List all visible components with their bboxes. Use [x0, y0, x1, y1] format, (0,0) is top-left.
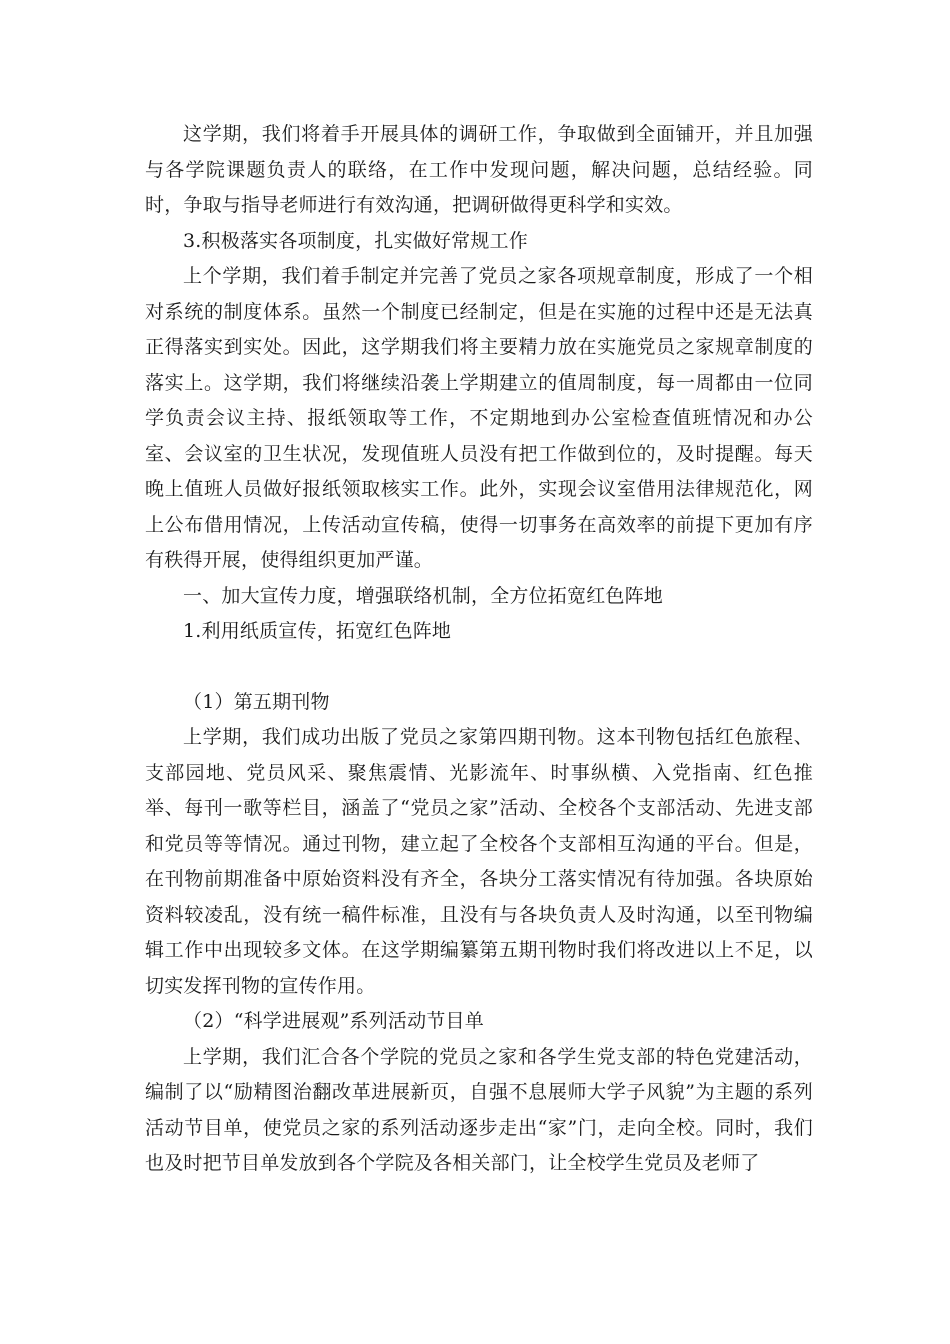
section-heading-1: 1.利用纸质宣传，拓宽红色阵地	[183, 620, 452, 642]
paragraph-program-list: 上学期，我们汇合各个学院的党员之家和各学生党支部的特色党建活动，编制了以“励精图治翻改革进展新页，自强不息展师大学子风貌”为主题的系列活动节目单，使党员之家的系列活动逐步走出“家”门，走向全校。同时，我们也及时把节目单发放到各个学院及各相关部门，让全校学生党员及老师了	[145, 1045, 813, 1174]
paragraph-journal: 上学期，我们成功出版了党员之家第四期刊物。这本刊物包括红色旅程、支部园地、党员风采、聚焦震情、光影流年、时事纵横、入党指南、红色推举、每刊一歌等栏目，涵盖了“党员之家”活动、全校各个支部活动、先进支部和党员等等情况。通过刊物，建立起了全校各个支部相互沟通的平台。但是，在刊物前期准备中原始资料没有齐全，各块分工落实情况有待加强。各块原始资料较凌乱，没有统一稿件标准，且没有与各块负责人及时沟通，以至刊物编辑工作中出现较多文体。在这学期编纂第五期刊物时我们将改进以上不足，以切实发挥刊物的宣传作用。	[145, 726, 813, 997]
subheading-fifth-issue: （1）第五期刊物	[183, 690, 330, 713]
document-body	[145, 117, 813, 1182]
paragraph-rules-system: 上个学期，我们着手制定并完善了党员之家各项规章制度，形成了一个相对系统的制度体系。虽然一个制度已经制定，但是在实施的过程中还是无法真正得落实到实处。因此，这学期我们将主要精力放在实施党员之家规章制度的落实上。这学期，我们将继续沿袭上学期建立的值周制度，每一周都由一位同学负责会议主持、报纸领取等工作，不定期地到办公室检查值班情况和办公室、会议室的卫生状况，发现值班人员没有把工作做到位的，及时提醒。每天晚上值班人员做好报纸领取核实工作。此外，实现会议室借用法律规范化，网上公布借用情况，上传活动宣传稿，使得一切事务在高效率的前提下更加有序有秩得开展，使得组织更加严谨。	[145, 265, 813, 571]
section-heading-one: 一、加大宣传力度，增强联络机制，全方位拓宽红色阵地	[183, 584, 664, 607]
subheading-program-list: （2）“科学进展观”系列活动节目单	[183, 1010, 484, 1032]
blank-line	[145, 650, 813, 685]
section-heading-3: 3.积极落实各项制度，扎实做好常规工作	[183, 229, 528, 252]
paragraph-research-plan: 这学期，我们将着手开展具体的调研工作，争取做到全面铺开，并且加强与各学院课题负责人的联络，在工作中发现问题，解决问题，总结经验。同时，争取与指导老师进行有效沟通，把调研做得更科学和实效。	[145, 123, 813, 216]
